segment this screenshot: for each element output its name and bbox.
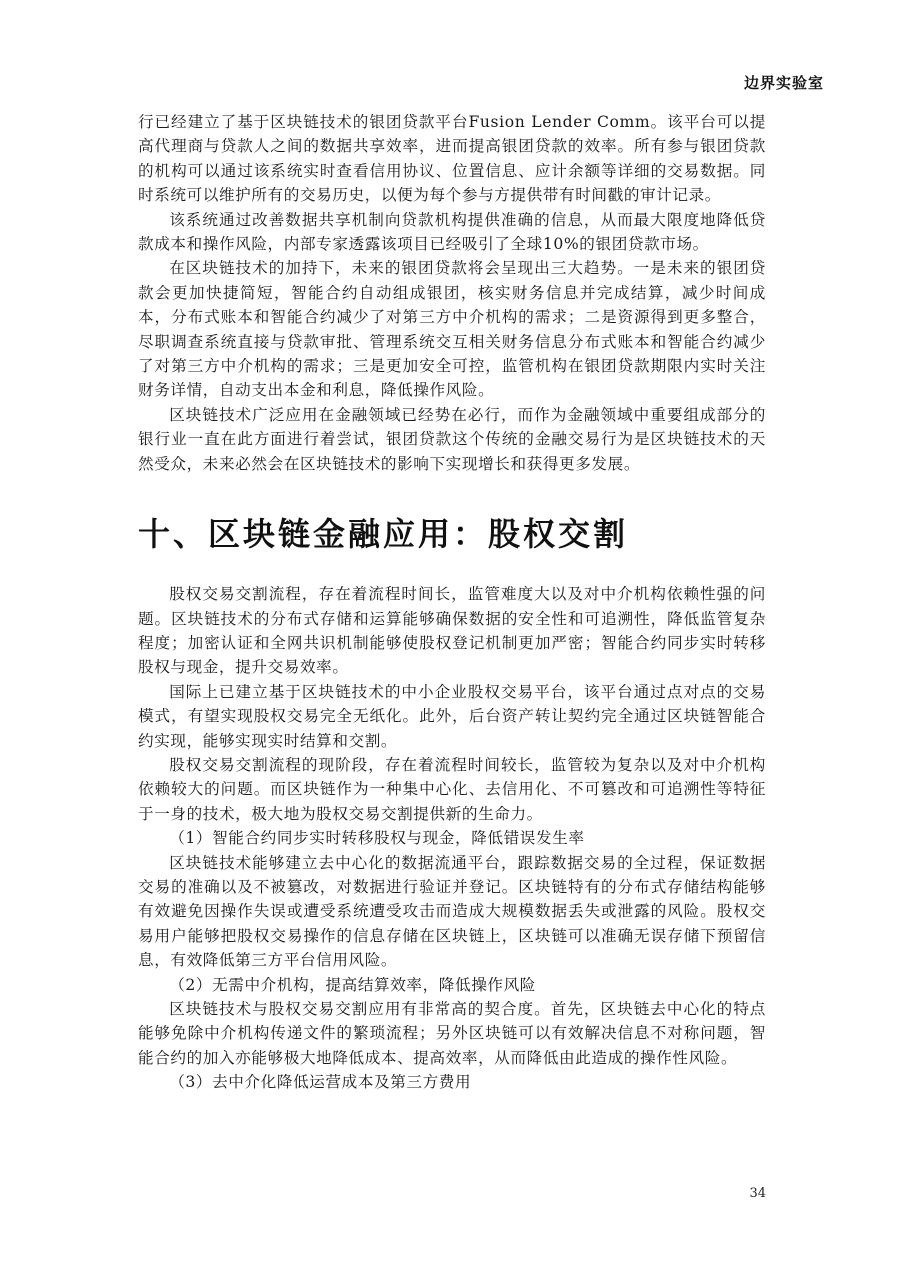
body-paragraph: 区块链技术广泛应用在金融领域已经势在必行，而作为金融领域中重要组成部分的银行业一直在此方面进行着尝试，银团贷款这个传统的金融交易行为是区块链技术的天然受众，未来必然会在区块链技术的影响下实现增长和获得更多发展。 [138,405,766,473]
body-paragraph: 股权交易交割流程的现阶段，存在着流程时间较长，监管较为复杂以及对中介机构依赖较大的问题。而区块链作为一种集中心化、去信用化、不可篡改和可追溯性等特征于一身的技术，极大地为股权交易交割提供新的生命力。 [138,755,766,823]
page-content [138,110,766,1095]
body-paragraph: 股权交易交割流程，存在着流程时间长，监管难度大以及对中介机构依赖性强的问题。区块链技术的分布式存储和运算能够确保数据的安全性和可追溯性，降低监管复杂程度；加密认证和全网共识机制能够使股权登记机制更加严密；智能合约同步实时转移股权与现金，提升交易效率。 [138,585,766,677]
body-paragraph: 行已经建立了基于区块链技术的银团贷款平台Fusion Lender Comm。该平台可以提高代理商与贷款人之间的数据共享效率，进而提高银团贷款的效率。所有参与银团贷款的机构可以通过该系统实时查看信用协议、位置信息、应计余额等详细的交易数据。同时系统可以维护所有的交易历史，以便为每个参与方提供带有时间戳的审计记录。 [138,113,766,205]
subheading-smart-contract: （1）智能合约同步实时转移股权与现金，降低错误发生率 [169,829,585,848]
body-paragraph: 该系统通过改善数据共享机制向贷款机构提供准确的信息，从而最大限度地降低贷款成本和操作风险，内部专家透露该项目已经吸引了全球10%的银团贷款市场。 [138,210,766,254]
body-paragraph: 在区块链技术的加持下，未来的银团贷款将会呈现出三大趋势。一是未来的银团贷款会更加快捷简短，智能合约自动组成银团，核实财务信息并完成结算，减少时间成本，分布式账本和智能合约减少了对第三方中介机构的需求；二是资源得到更多整合，尽职调查系统直接与贷款审批、管理系统交互相关财务信息分布式账本和智能合约减少了对第三方中介机构的需求；三是更加安全可控，监管机构在银团贷款期限内实时关注财务详情，自动支出本金和利息，降低操作风险。 [138,259,766,400]
body-paragraph: 区块链技术能够建立去中心化的数据流通平台，跟踪数据交易的全过程，保证数据交易的准确以及不被篡改，对数据进行验证并登记。区块链特有的分布式存储结构能够有效避免因操作失误或遭受系统遭受攻击而造成大规模数据丢失或泄露的风险。股权交易用户能够把股权交易操作的信息存储在区块链上，区块链可以准确无误存储下预留信息，有效降低第三方平台信用风险。 [138,853,766,970]
header-logo: 边界实验室 [743,74,824,92]
page-number: 34 [749,1186,766,1201]
body-paragraph: 区块链技术与股权交易交割应用有非常高的契合度。首先，区块链去中心化的特点能够免除中介机构传递文件的繁琐流程；另外区块链可以有效解决信息不对称问题，智能合约的加入亦能够极大地降低成本、提高效率，从而降低由此造成的操作性风险。 [138,1000,766,1067]
section-title: 十、区块链金融应用：股权交割 [138,515,629,554]
body-paragraph: 国际上已建立基于区块链技术的中小企业股权交易平台，该平台通过点对点的交易模式，有望实现股权交易完全无纸化。此外，后台资产转让契约完全通过区块链智能合约实现，能够实现实时结算和交割。 [138,682,766,750]
subheading-cost-reduction: （3）去中介化降低运营成本及第三方费用 [169,1073,472,1092]
subheading-no-intermediary: （2）无需中介机构，提高结算效率，降低操作风险 [169,975,536,994]
